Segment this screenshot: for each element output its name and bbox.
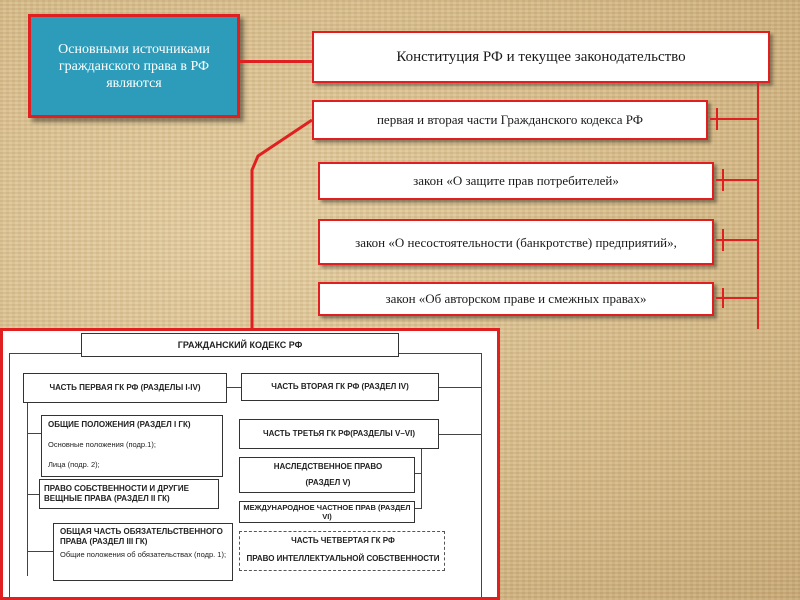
gk-inheritance-title: НАСЛЕДСТВЕННОЕ ПРАВО [273, 462, 383, 471]
gk-part1-link-general [27, 433, 41, 434]
main-source-label: Конституция РФ и текущее законодательство [396, 48, 686, 65]
gk-general-title: ОБЩИЕ ПОЛОЖЕНИЯ (РАЗДЕЛ I ГК) [48, 420, 191, 429]
gk-part3-link-inheritance [415, 473, 422, 474]
gk-general-box [41, 415, 223, 477]
civil-code-structure-panel [0, 328, 500, 600]
gk-part4-box [239, 531, 445, 571]
gk-obligations-line1: Общие положения об обязательствах (подр. 1); [60, 550, 227, 559]
gk-private-intl-box: МЕЖДУНАРОДНОЕ ЧАСТНОЕ ПРАВ (РАЗДЕЛ VI) [239, 501, 415, 523]
gk-title-box: ГРАЖДАНСКИЙ КОДЕКС РФ [81, 333, 399, 357]
gk-part3-stem [421, 448, 422, 508]
gk-right-bracket-top [399, 353, 481, 354]
gk-property-box: ПРАВО СОБСТВЕННОСТИ И ДРУГИЕ ВЕЩНЫЕ ПРАВА (РАЗДЕЛ II ГК) [39, 479, 219, 509]
item-tick-1 [716, 108, 718, 130]
gk-inheritance-line1: (РАЗДЕЛ V) [305, 478, 351, 487]
source-item-copyright-law: закон «Об авторском праве и смежных правах» [318, 282, 714, 316]
gk-part1-box: ЧАСТЬ ПЕРВАЯ ГК РФ (РАЗДЕЛЫ I-IV) [23, 373, 227, 403]
gk-part1-link-obligations [27, 551, 53, 552]
gk-part3-right-link [439, 434, 481, 435]
gk-part3-link-intl [415, 508, 422, 509]
source-item-civil-code: первая и вторая части Гражданского кодекса РФ [312, 100, 708, 140]
item-tick-3 [722, 229, 724, 251]
sources-title: Основными источниками гражданского права в РФ являются [58, 41, 210, 91]
gk-left-bracket-top [9, 353, 81, 354]
gk-right-bracket [481, 353, 482, 600]
gk-part4-line1: ПРАВО ИНТЕЛЛЕКТУАЛЬНОЙ СОБСТВЕННОСТИ [246, 554, 440, 563]
gk-inheritance-box [239, 457, 415, 493]
gk-obligations-title: ОБЩАЯ ЧАСТЬ ОБЯЗАТЕЛЬСТВЕННОГО ПРАВА (РАЗДЕЛ III ГК) [60, 527, 223, 546]
source-item-bankruptcy-law: закон «О несостоятельности (банкротстве) предприятий», [318, 219, 714, 265]
gk-part1-link-property [27, 494, 39, 495]
item-tick-2 [722, 169, 724, 191]
gk-general-line1: Основные положения (подр.1); [48, 440, 156, 449]
item-tick-4 [722, 288, 724, 308]
gk-part1-part2-link [227, 387, 241, 388]
main-source-box [312, 31, 770, 83]
gk-part4-title: ЧАСТЬ ЧЕТВЕРТАЯ ГК РФ [291, 536, 395, 545]
sources-title-box [28, 14, 240, 118]
source-item-consumer-law: закон «О защите прав потребителей» [318, 162, 714, 200]
civil-code-connector [240, 110, 320, 332]
right-trunk-line [757, 83, 759, 329]
gk-obligations-box [53, 523, 233, 581]
connector-title-main [240, 60, 312, 63]
gk-part3-box: ЧАСТЬ ТРЕТЬЯ ГК РФ(РАЗДЕЛЫ V–VI) [239, 419, 439, 449]
gk-general-line2: Лица (подр. 2); [48, 460, 100, 469]
gk-left-bracket [9, 353, 10, 600]
gk-part2-box: ЧАСТЬ ВТОРАЯ ГК РФ (РАЗДЕЛ IV) [241, 373, 439, 401]
gk-part1-stem [27, 401, 28, 576]
gk-part2-right-link [439, 387, 481, 388]
